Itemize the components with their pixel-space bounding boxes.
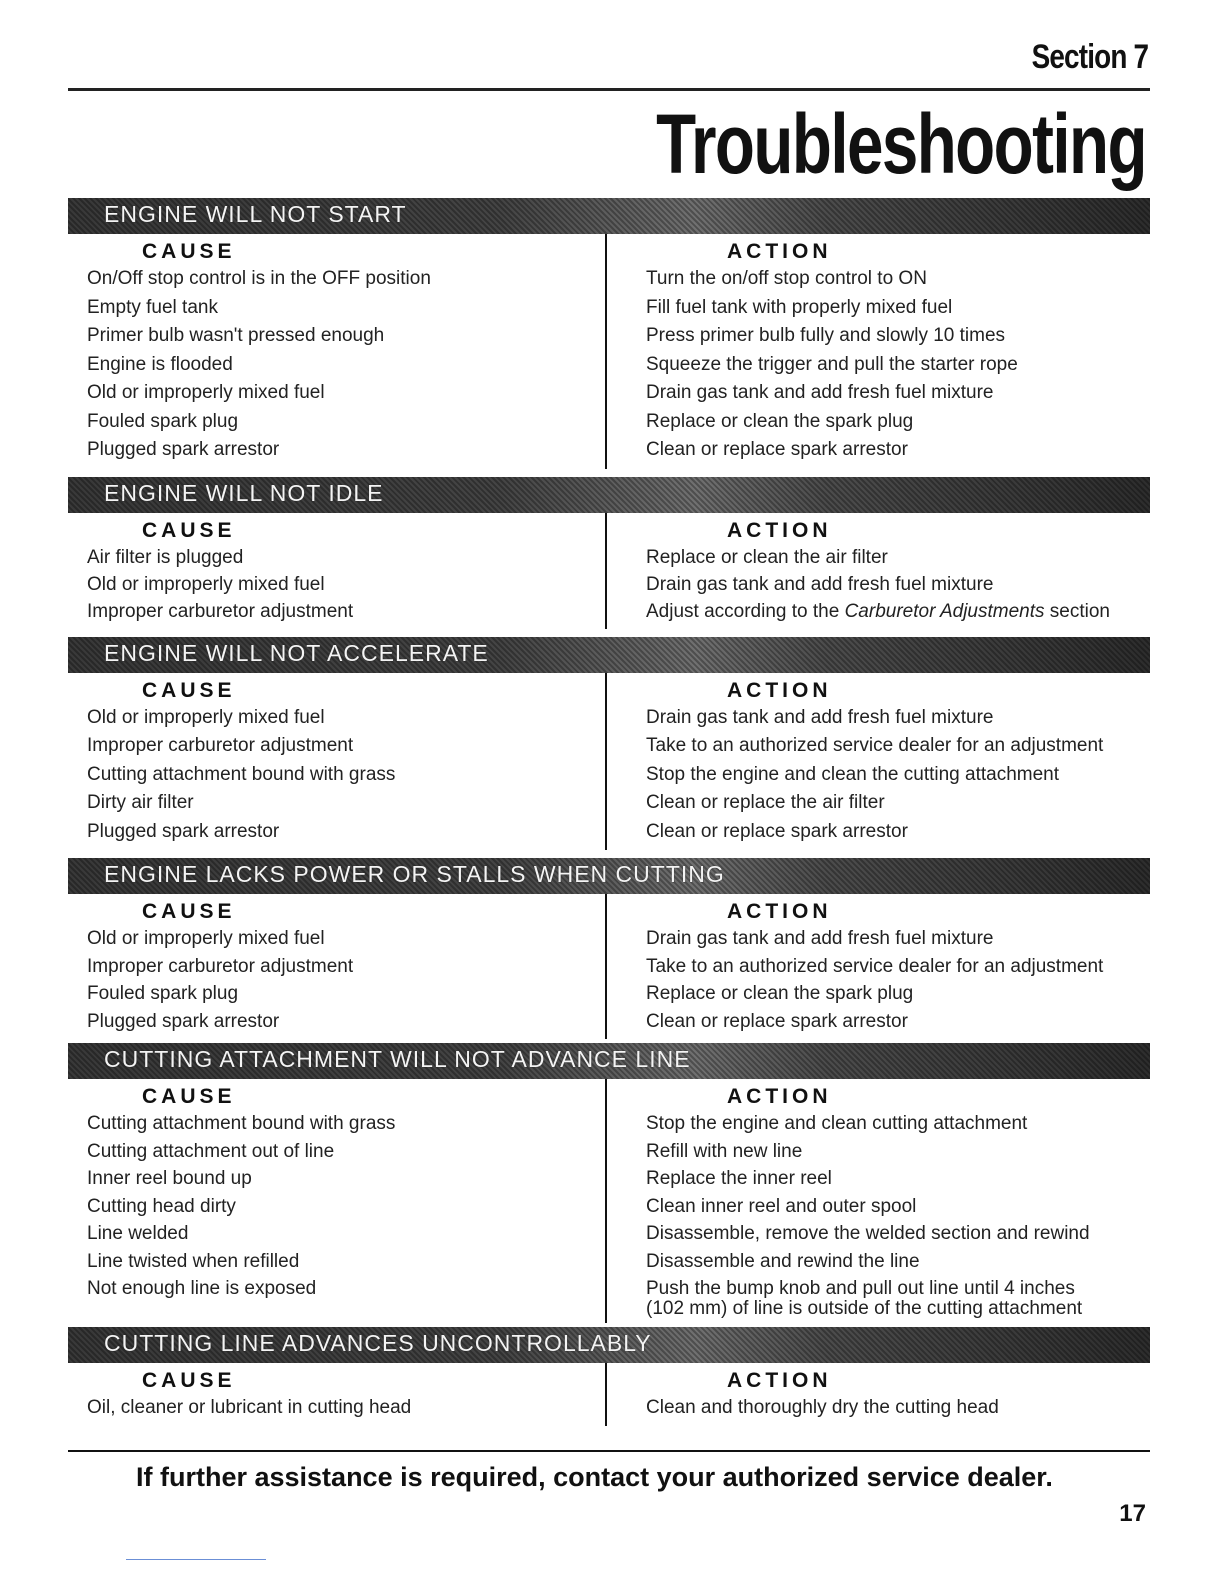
- page-title: Troubleshooting: [656, 97, 1146, 191]
- cause-text: Cutting head dirty: [87, 1195, 236, 1217]
- block-title-bar: [68, 477, 1150, 513]
- cause-header: CAUSE: [142, 518, 236, 542]
- cause-column: [68, 234, 607, 469]
- cause-text: Oil, cleaner or lubricant in cutting head: [87, 1397, 412, 1418]
- page-number: 17: [1119, 1500, 1146, 1527]
- action-column: [607, 673, 1150, 851]
- action-header: ACTION: [727, 240, 832, 263]
- trouble-block: [68, 1043, 1150, 1323]
- trouble-block: [68, 477, 1150, 629]
- cause-text: Engine is flooded: [87, 353, 233, 375]
- block-title: ENGINE WILL NOT IDLE: [104, 479, 384, 506]
- action-header: ACTION: [727, 1369, 832, 1392]
- action-text: Refill with new line: [646, 1140, 803, 1162]
- action-text: Drain gas tank and add fresh fuel mixture: [646, 573, 994, 595]
- cause-text: Old or improperly mixed fuel: [87, 928, 325, 949]
- action-text: Disassemble, remove the welded section and rewind: [646, 1223, 1090, 1244]
- block-title: ENGINE LACKS POWER OR STALLS WHEN CUTTING: [104, 861, 725, 887]
- action-text: Clean or replace spark arrestor: [646, 439, 908, 460]
- cause-text: Air filter is plugged: [87, 546, 244, 568]
- block-title-bar: [68, 1327, 1150, 1363]
- cause-text: Inner reel bound up: [87, 1168, 252, 1189]
- cause-header: CAUSE: [142, 678, 236, 702]
- action-column: [607, 234, 1150, 469]
- action-text: Replace or clean the air filter: [646, 546, 888, 568]
- action-text: Adjust according to the Carburetor Adjustments section: [646, 600, 1110, 622]
- cause-text: Empty fuel tank: [87, 296, 218, 318]
- cause-text: Old or improperly mixed fuel: [87, 573, 325, 595]
- block-title-bar: [68, 1043, 1150, 1079]
- action-header: ACTION: [727, 518, 832, 542]
- cause-text: Cutting attachment bound with grass: [87, 1113, 396, 1134]
- cause-text: Primer bulb wasn't pressed enough: [87, 325, 385, 346]
- action-text: Press primer bulb fully and slowly 10 times: [646, 325, 1006, 346]
- troubleshooting-table: [68, 198, 1150, 1426]
- action-text: Fill fuel tank with properly mixed fuel: [646, 296, 953, 318]
- trouble-block: [68, 858, 1150, 1039]
- cause-text: Plugged spark arrestor: [87, 1010, 280, 1032]
- trouble-block: [68, 637, 1150, 851]
- action-text: Stop the engine and clean the cutting attachment: [646, 763, 1060, 785]
- action-text: Clean or replace the air filter: [646, 792, 885, 813]
- block-title: ENGINE WILL NOT ACCELERATE: [104, 639, 489, 666]
- action-column: [607, 894, 1150, 1039]
- cause-column: [68, 1079, 607, 1323]
- action-text: Clean or replace spark arrestor: [646, 1010, 908, 1032]
- trouble-block: [68, 1327, 1150, 1426]
- cause-header: CAUSE: [142, 1369, 236, 1392]
- top-rule: [68, 88, 1150, 91]
- block-title-bar: [68, 858, 1150, 894]
- action-text: Replace or clean the spark plug: [646, 983, 914, 1004]
- block-title: ENGINE WILL NOT START: [104, 201, 407, 227]
- cause-text: Improper carburetor adjustment: [87, 955, 354, 977]
- cause-text: Fouled spark plug: [87, 983, 239, 1004]
- action-text: Replace or clean the spark plug: [646, 410, 914, 432]
- cause-text: Old or improperly mixed fuel: [87, 382, 325, 403]
- action-text: Turn the on/off stop control to ON: [646, 268, 927, 289]
- block-title: CUTTING ATTACHMENT WILL NOT ADVANCE LINE: [104, 1046, 691, 1072]
- section-label: Section 7: [1031, 38, 1148, 76]
- cause-text: Cutting attachment bound with grass: [87, 763, 396, 785]
- action-text: Disassemble and rewind the line: [646, 1250, 920, 1272]
- action-text: Drain gas tank and add fresh fuel mixture: [646, 706, 994, 728]
- cause-text: Line twisted when refilled: [87, 1250, 300, 1272]
- scan-mark: [126, 1559, 266, 1560]
- action-column: [607, 1079, 1150, 1323]
- cause-header: CAUSE: [142, 900, 236, 923]
- cause-column: [68, 894, 607, 1039]
- cause-column: [68, 513, 607, 629]
- cause-header: CAUSE: [142, 1085, 236, 1108]
- action-text: Take to an authorized service dealer for an adjustment: [646, 735, 1104, 756]
- cause-text: Plugged spark arrestor: [87, 820, 280, 842]
- action-text: Clean and thoroughly dry the cutting head: [646, 1397, 999, 1418]
- action-text: Stop the engine and clean cutting attachment: [646, 1113, 1028, 1134]
- trouble-block: [68, 198, 1150, 469]
- action-column: [607, 1363, 1150, 1426]
- action-text: Push the bump knob and pull out line until 4 inches (102 mm) of line is outside of the cutting attachment: [646, 1278, 1083, 1319]
- cause-column: [68, 1363, 607, 1426]
- action-header: ACTION: [727, 1085, 832, 1108]
- action-text: Clean inner reel and outer spool: [646, 1195, 917, 1217]
- cause-header: CAUSE: [142, 240, 236, 263]
- action-header: ACTION: [727, 678, 832, 702]
- action-header: ACTION: [727, 900, 832, 923]
- section-reference: Carburetor Adjustments: [844, 600, 1045, 622]
- cause-column: [68, 673, 607, 851]
- action-text: Squeeze the trigger and pull the starter rope: [646, 353, 1018, 375]
- block-title-bar: [68, 637, 1150, 673]
- cause-text: Old or improperly mixed fuel: [87, 706, 325, 728]
- cause-text: Fouled spark plug: [87, 410, 239, 432]
- action-column: [607, 513, 1150, 629]
- cause-text: Not enough line is exposed: [87, 1278, 317, 1299]
- cause-text: Line welded: [87, 1223, 189, 1244]
- cause-text: Plugged spark arrestor: [87, 439, 280, 460]
- cause-text: On/Off stop control is in the OFF position: [87, 268, 431, 289]
- action-text: Drain gas tank and add fresh fuel mixture: [646, 382, 994, 403]
- block-title-bar: [68, 198, 1150, 234]
- block-title: CUTTING LINE ADVANCES UNCONTROLLABLY: [104, 1330, 652, 1356]
- cause-text: Improper carburetor adjustment: [87, 735, 354, 756]
- action-text: Clean or replace spark arrestor: [646, 820, 908, 842]
- action-text: Replace the inner reel: [646, 1168, 832, 1189]
- action-text: Take to an authorized service dealer for an adjustment: [646, 955, 1104, 977]
- bottom-rule: [68, 1450, 1150, 1452]
- cause-text: Cutting attachment out of line: [87, 1140, 335, 1162]
- footer-note: If further assistance is required, contact your authorized service dealer.: [136, 1462, 1053, 1492]
- cause-text: Improper carburetor adjustment: [87, 600, 354, 622]
- action-text: Drain gas tank and add fresh fuel mixture: [646, 928, 994, 949]
- cause-text: Dirty air filter: [87, 792, 194, 813]
